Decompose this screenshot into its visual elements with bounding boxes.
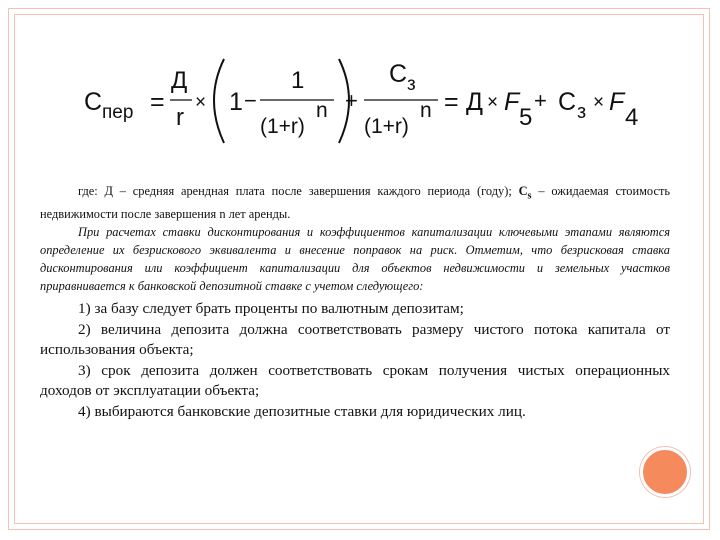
- formula-c-num: С: [389, 60, 408, 88]
- formula-times2: ×: [487, 92, 499, 113]
- formula: [82, 55, 662, 150]
- formula-eq2: =: [444, 88, 459, 116]
- where-suffix: – ожидаемая стоимость недвижимости после завершения n лет аренды.: [40, 184, 671, 222]
- list-item-3: 3) срок депозита должен соответствовать срокам получения чистых операционных доходов от эксплуатации объекта;: [40, 361, 670, 400]
- cs-symbol-sub: s: [527, 190, 532, 202]
- list-item-1: 1) за базу следует брать проценты по валютным депозитам;: [78, 300, 464, 318]
- formula-inner-num: 1: [291, 67, 305, 94]
- cs-symbol: С: [518, 184, 528, 198]
- formula-f5-sub: 5: [519, 104, 533, 131]
- italic-paragraph: При расчетах ставки дисконтирования и коэффициентов капитализации ключевыми этапами являются определение их безрискового эквивалента и внесение поправок на риск. Отметим, что безрисковая ставка дисконтирования или коэффициент капитализации для объектов недвижимости и земельных участков приравнивается к банковской депозитной ставке с учетом следующего:: [40, 225, 670, 294]
- formula-rhs-d: Д: [466, 88, 483, 116]
- decorative-circle: [640, 447, 690, 497]
- formula-inner-den: (1+r): [260, 115, 305, 138]
- formula-eq1: =: [150, 88, 165, 116]
- formula-inner-exp: n: [316, 99, 328, 122]
- formula-d-den: r: [176, 104, 184, 131]
- text-block: [40, 182, 670, 422]
- formula-f4-sub: 4: [625, 104, 639, 131]
- formula-c-num-sub: з: [407, 74, 416, 95]
- formula-f5: F: [504, 88, 520, 116]
- formula-lhs-sub: пер: [102, 102, 134, 123]
- formula-c-exp: n: [420, 99, 432, 122]
- formula-minus: −: [244, 88, 257, 113]
- formula-times3: ×: [593, 92, 605, 113]
- where-paragraph: [40, 182, 670, 223]
- formula-c3: С: [558, 88, 577, 116]
- list-item-4: 4) выбираются банковские депозитные ставки для юридических лиц.: [78, 402, 526, 420]
- formula-c3-sub: з: [577, 101, 587, 123]
- formula-lhs: С: [84, 88, 103, 116]
- formula-one: 1: [229, 88, 243, 116]
- formula-paren-left: [214, 59, 224, 143]
- formula-d-num: Д: [171, 67, 188, 94]
- list-item-2: 2) величина депозита должна соответствовать размеру чистого потока капитала от использования объекта;: [40, 320, 670, 359]
- formula-c-den: (1+r): [364, 115, 409, 138]
- formula-plus1: +: [345, 88, 358, 113]
- formula-times1: ×: [195, 92, 207, 113]
- formula-f4: F: [609, 88, 625, 116]
- where-prefix: где: Д – средняя арендная плата после завершения каждого периода (году);: [78, 184, 519, 198]
- formula-plus2: +: [534, 88, 547, 113]
